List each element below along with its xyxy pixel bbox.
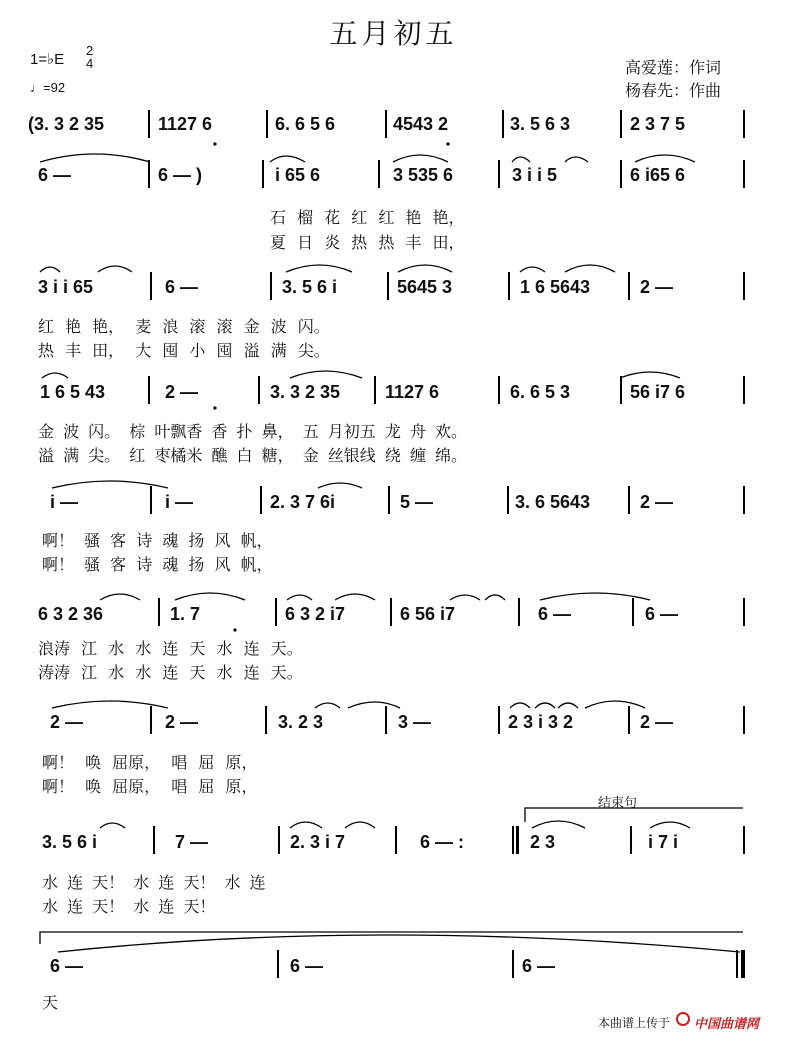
barline (498, 706, 500, 734)
measure-r6-4: 6 56 i7 (400, 604, 456, 624)
lyric-r6-v1: 浪涛 江 水 水 连 天 水 连 天。 (38, 639, 303, 658)
slur-arc (175, 593, 245, 600)
measure-r7-5: 2 3 i 3 2 (508, 712, 574, 732)
slur-arc (485, 595, 505, 600)
slur-arc (100, 594, 140, 600)
measure-r3-5: 1 6 5643 (520, 277, 591, 297)
measure-r4-4: 1127 6 (385, 382, 440, 402)
lyric-r4-v2: 溢 满 尖。 红 枣橘米 醮 白 糖， 金 丝银线 绕 缠 绵。 (38, 446, 468, 465)
ending-label: 结束句 (598, 796, 638, 811)
tie-arc (348, 702, 400, 708)
measure-r5-6: 2 — (640, 492, 674, 512)
slur-arc (450, 595, 480, 600)
measure-r7-4: 3 — (398, 712, 432, 732)
lyric-r4-v1: 金 波 闪。 棕 叶飘香 香 扑 鼻， 五 月初五 龙 舟 欢。 (38, 422, 468, 441)
song-title: 五月初五 (329, 17, 458, 50)
measure-r1-6: 2 3 7 5 (630, 114, 686, 134)
measure-r2-1: 6 — (38, 165, 72, 185)
lyric-r7-v2: 啊！ 唤 屈原， 唱 屈 原， (42, 777, 258, 796)
barline (628, 272, 630, 300)
slur-arc (512, 157, 530, 162)
measure-r7-2: 2 — (165, 712, 199, 732)
barline (150, 272, 152, 300)
low-octave-dot (213, 406, 216, 409)
slur-arc (290, 371, 362, 378)
lyric-r9-v1: 天 (42, 993, 59, 1012)
slur-arc (287, 595, 312, 600)
barline (262, 160, 264, 188)
repeat-barline-thin (512, 826, 514, 854)
barline (150, 706, 152, 734)
measure-r8-1: 3. 5 6 i (42, 832, 98, 852)
slur-arc (98, 266, 132, 272)
slur-arc (565, 157, 588, 162)
measure-r4-5: 6. 6 5 3 (510, 382, 571, 402)
slur-arc (398, 265, 452, 272)
barline (502, 110, 504, 138)
barline (507, 486, 509, 514)
slur-arc (532, 821, 585, 828)
barline (630, 826, 632, 854)
barline (628, 486, 630, 514)
slur-arc (42, 373, 68, 378)
tie-arc (585, 701, 645, 708)
slur-arc (565, 265, 615, 272)
measure-r9-2: 6 — (290, 956, 324, 976)
time-sig-bottom: 4 (86, 56, 94, 71)
measure-r4-1: 1 6 5 43 (40, 382, 106, 402)
barline (150, 486, 152, 514)
barline (518, 598, 520, 626)
slur-arc (318, 483, 362, 488)
barline (743, 272, 745, 300)
composer-credit: 杨春先：作曲 (625, 81, 722, 100)
barline (378, 160, 380, 188)
barline (512, 950, 514, 978)
measure-r5-4: 5 — (400, 492, 434, 512)
measure-r1-5: 3. 5 6 3 (510, 114, 571, 134)
barline (385, 706, 387, 734)
measure-r7-6: 2 — (640, 712, 674, 732)
barline (277, 950, 279, 978)
measure-r9-3: 6 — (522, 956, 556, 976)
barline (395, 826, 397, 854)
barline (620, 376, 622, 404)
barline (743, 376, 745, 404)
measure-r5-3: 2. 3 7 6i (270, 492, 336, 512)
barline (387, 272, 389, 300)
slur-arc (393, 155, 448, 162)
barline (628, 706, 630, 734)
measure-r1-2: 1127 6 (158, 114, 213, 134)
slur-arc (520, 267, 545, 272)
footer-upload-note: 本曲谱上传于 (598, 1016, 671, 1030)
measure-r2-3: i 65 6 (275, 165, 321, 185)
measure-r6-5: 6 — (538, 604, 572, 624)
barline (148, 110, 150, 138)
key-signature: 1=♭E (30, 51, 65, 68)
time-sig-top: 2 (86, 43, 94, 58)
barline (390, 598, 392, 626)
final-barline-thick (741, 950, 745, 978)
barline (620, 110, 622, 138)
barline (374, 376, 376, 404)
slur-arc (345, 822, 375, 828)
measure-r4-3: 3. 3 2 35 (270, 382, 341, 402)
measure-r8-2: 7 — (175, 832, 209, 852)
repeat-barline-thick (516, 826, 519, 854)
barline (743, 486, 745, 514)
long-tie-arc (58, 935, 740, 952)
measure-r2-4: 3 535 6 (393, 165, 454, 185)
lyric-r2-v2: 夏 日 炎 热 热 丰 田， (270, 233, 465, 252)
measure-r1-1: (3. 3 2 35 (28, 114, 105, 134)
measure-r4-2: 2 — (165, 382, 199, 402)
barline (743, 110, 745, 138)
measure-r3-2: 6 — (165, 277, 199, 297)
tie-arc (40, 154, 150, 162)
footer-site-name[interactable]: 中国曲谱网 (694, 1017, 760, 1032)
tempo-marking: ♩=92 (30, 80, 66, 95)
measure-r3-6: 2 — (640, 277, 674, 297)
slur-arc (286, 265, 352, 272)
low-octave-dot (446, 142, 449, 145)
barline (275, 598, 277, 626)
barline (498, 376, 500, 404)
barline (270, 272, 272, 300)
measure-r5-1: i — (50, 492, 79, 512)
measure-r3-4: 5645 3 (397, 277, 453, 297)
lyric-r8-v1: 水 连 天！ 水 连 天！ 水 连 (42, 873, 266, 892)
final-barline-thin (736, 950, 738, 978)
slur-arc (270, 156, 305, 162)
lyric-r3-v2: 热 丰 田， 大 囤 小 囤 溢 满 尖。 (38, 341, 330, 360)
slur-arc (335, 594, 375, 600)
measure-r5-5: 3. 6 5643 (515, 492, 591, 512)
barline (620, 160, 622, 188)
slur-arc (100, 823, 125, 828)
slur-arc (635, 155, 695, 162)
measure-r8-3: 2. 3 i 7 (290, 832, 346, 852)
measure-r1-3: 6. 6 5 6 (275, 114, 336, 134)
barline (498, 160, 500, 188)
measure-r2-2: 6 — ) (158, 165, 203, 185)
barline (385, 110, 387, 138)
barline (266, 110, 268, 138)
measure-r6-2: 1. 7 (170, 604, 201, 624)
slur-arc (290, 822, 322, 828)
lyric-r5-v2: 啊！ 骚 客 诗 魂 扬 风 帆， (42, 555, 273, 574)
barline (508, 272, 510, 300)
barline (258, 376, 260, 404)
barline (388, 486, 390, 514)
lyricist-credit: 高爱莲：作词 (625, 58, 722, 77)
lyric-r2-v1: 石 榴 花 红 红 艳 艳， (270, 208, 465, 227)
lyric-r7-v1: 啊！ 唤 屈原， 唱 屈 原， (42, 753, 258, 772)
barline (153, 826, 155, 854)
measure-r6-6: 6 — (645, 604, 679, 624)
barline (148, 160, 150, 188)
measure-r8-5: 2 3 (530, 832, 556, 852)
lyric-r6-v2: 涛涛 江 水 水 连 天 水 连 天。 (38, 663, 303, 682)
measure-r1-4: 4543 2 (393, 114, 449, 134)
measure-r6-3: 6 3 2 i7 (285, 604, 346, 624)
slur-arc (40, 267, 60, 272)
measure-r6-1: 6 3 2 36 (38, 604, 104, 624)
slur-arc (535, 703, 555, 708)
measure-r7-1: 2 — (50, 712, 84, 732)
ending-bracket-2 (40, 932, 743, 944)
slur-arc (620, 372, 680, 378)
measure-r9-1: 6 — (50, 956, 84, 976)
measure-r2-5: 3 i i 5 (512, 165, 558, 185)
lyric-r3-v1: 红 艳 艳， 麦 浪 滚 滚 金 波 闪。 (38, 317, 330, 336)
measure-r8-4: 6 — : (420, 832, 465, 852)
barline (743, 706, 745, 734)
measure-r3-3: 3. 5 6 i (282, 277, 338, 297)
barline (743, 160, 745, 188)
measure-r7-3: 3. 2 3 (278, 712, 324, 732)
measure-r3-1: 3 i i 65 (38, 277, 94, 297)
barline (158, 598, 160, 626)
measure-r2-6: 6 i65 6 (630, 165, 686, 185)
low-octave-dot (233, 628, 236, 631)
slur-arc (558, 703, 578, 708)
barline (632, 598, 634, 626)
low-octave-dot (213, 142, 216, 145)
measure-r5-2: i — (165, 492, 194, 512)
slur-arc (315, 703, 340, 708)
barline (743, 598, 745, 626)
barline (148, 376, 150, 404)
slur-arc (650, 822, 690, 828)
site-logo-icon (676, 1012, 690, 1026)
barline (743, 826, 745, 854)
slur-arc (510, 703, 530, 708)
measure-r8-6: i 7 i (648, 832, 679, 852)
time-signature (86, 44, 93, 70)
lyric-r5-v1: 啊！ 骚 客 诗 魂 扬 风 帆， (42, 531, 273, 550)
measure-r4-6: 56 i7 6 (630, 382, 686, 402)
lyric-r8-v2: 水 连 天！ 水 连 天！ (42, 897, 216, 916)
barline (265, 706, 267, 734)
barline (260, 486, 262, 514)
barline (278, 826, 280, 854)
